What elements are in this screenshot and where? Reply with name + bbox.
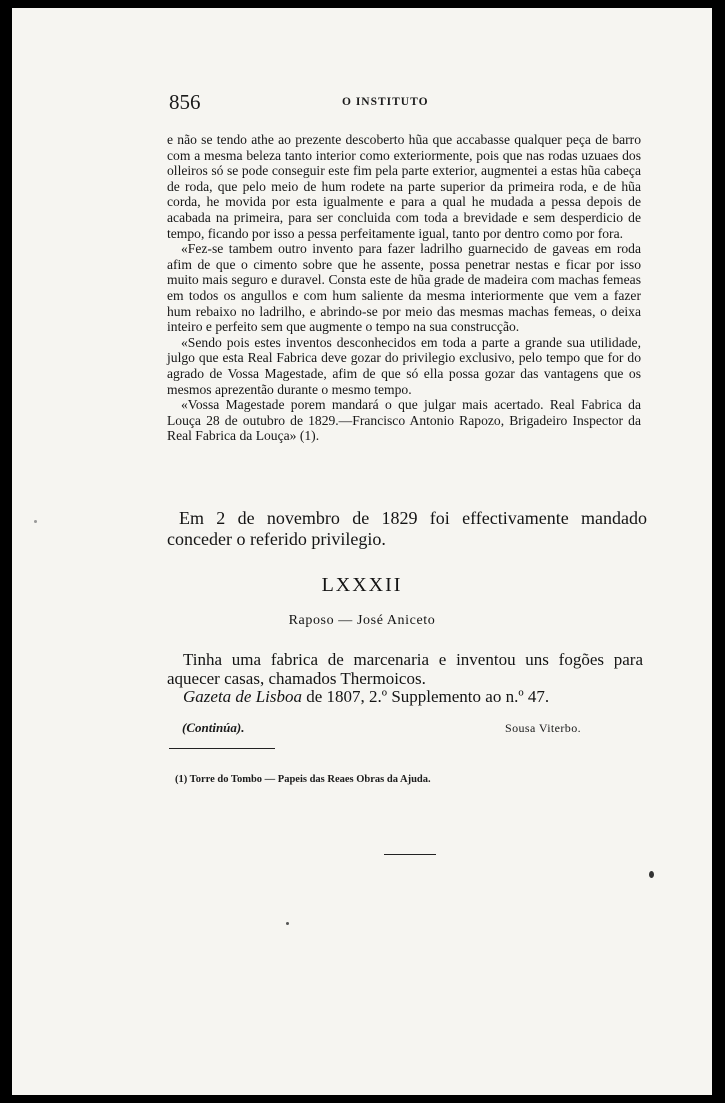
- section-paragraph: Tinha uma fabrica de marcenaria e inventou uns fogões para aquecer casas, chamados Thermoicos.: [167, 650, 643, 688]
- continuation-note: (Continúa).: [182, 720, 245, 735]
- page-header: [169, 90, 484, 114]
- end-rule: [384, 854, 436, 855]
- source-title: Gazeta de Lisboa: [183, 687, 302, 706]
- paragraph: «Fez-se tambem outro invento para fazer ladrilho guarnecido de gaveas em roda afim de que o cimento sobre que he assente, possa penetrar nestas e ficar por isso muito mais seguro e duravel. Consta este de hũa grade de madeira com machas femeas em todos os angullos e com hum saliente da mesma interiormente que vem a fazer hum rebaixo no ladrilho, e abrindo-se por meio das mesmas machas femeas, o deixa inteiro e perfeito sem que augmente o tempo na sua construcção.: [167, 241, 641, 335]
- section-body: [167, 651, 643, 707]
- paragraph: «Sendo pois estes inventos desconhecidos em toda a parte a grande sua utilidade, julgo que esta Real Fabrica deve gozar do privilegio exclusivo, pelo tempo que for do agrado de Vossa Magestade, afim de que só ella possa gozar das vantagens que os mesmos aprezentão durante o mesmo tempo.: [167, 334, 641, 397]
- paragraph: «Vossa Magestade porem mandará o que julgar mais acertado. Real Fabrica da Louça 28 de outubro de 1829.—Francisco Antonio Rapozo, Brigadeiro Inspector da Real Fabrica da Louça» (1).: [167, 397, 641, 444]
- footnote: (1) Torre do Tombo — Papeis das Reaes Obras da Ajuda.: [175, 774, 431, 785]
- footnote-rule: [169, 748, 275, 749]
- document-body: [167, 132, 641, 444]
- section-numeral: LXXXII: [321, 574, 403, 596]
- page-number: 856: [169, 90, 201, 114]
- ink-speck: [286, 922, 289, 925]
- journal-title: O INSTITUTO: [342, 96, 429, 108]
- source-details: de 1807, 2.º Supplemento ao n.º 47.: [302, 687, 550, 706]
- author-signature: Sousa Viterbo.: [505, 721, 581, 735]
- document-page: [12, 8, 712, 1095]
- section-title: Raposo — José Aniceto: [288, 613, 436, 628]
- ink-speck: [34, 520, 37, 523]
- paragraph: e não se tendo athe ao prezente descoberto hũa que accabasse qualquer peça de barro com a mesma beleza tanto interior como exteriormente, pois que nas rodas uzuaes dos olleiros só se pode conseguir este fim pela parte exterior, augmentei a estas hũa cabeça de roda, que pelo meio de hum rodete na parte superior da primeira roda, e de hũa corda, he movida por esta igualmente e para a qual he mudada a pessa depois de acabada na primeira, para ser concluida com toda a brevidade e sem desperdicio de tempo, ficando por isso a pessa perfeitamente igual, tanto por dentro como por fora.: [167, 132, 641, 241]
- ink-speck: [649, 871, 654, 878]
- section-source: [167, 688, 643, 707]
- lead-paragraph: Em 2 de novembro de 1829 foi effectivamente mandado conceder o referido privilegio.: [167, 508, 647, 549]
